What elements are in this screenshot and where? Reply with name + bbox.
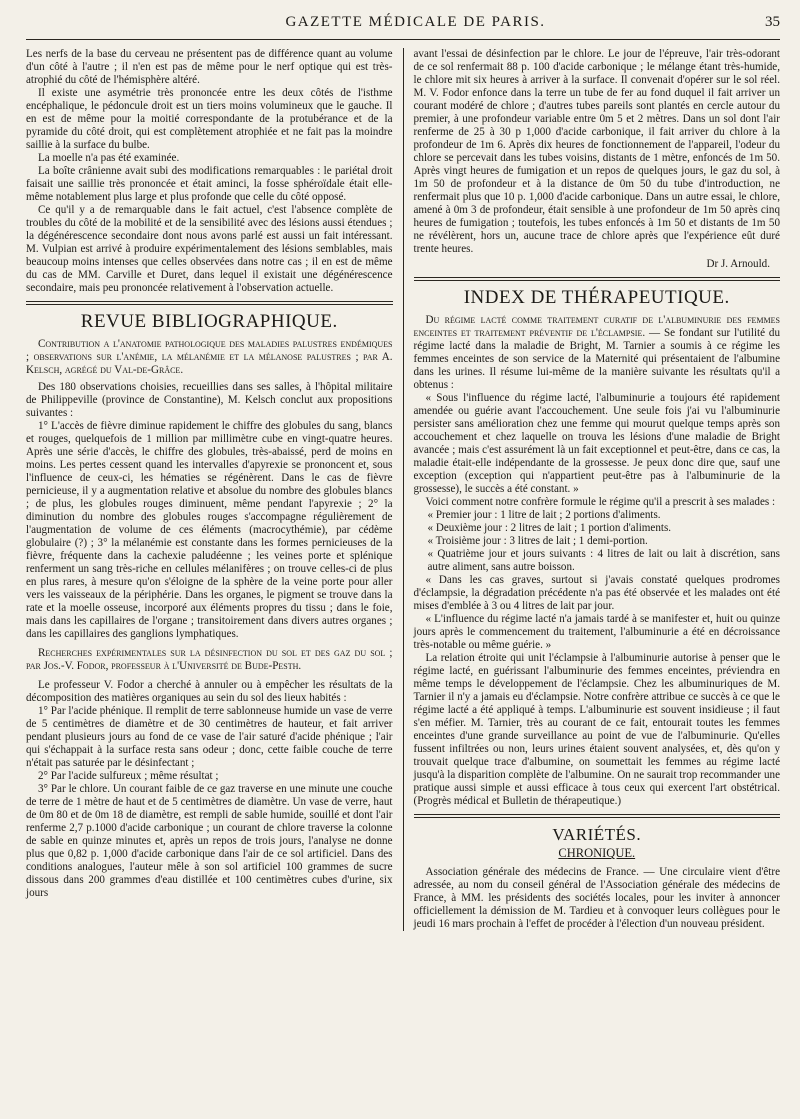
revue-title: REVUE BIBLIOGRAPHIQUE. — [80, 311, 338, 332]
article-heading: Recherches expérimentales sur la désinfection du sol et des gaz du sol ; par Jos.-V. Fodor, professeur à l'Université de Bude-Pesth. — [26, 647, 393, 672]
signature: Dr J. Arnould. — [706, 258, 770, 270]
article-para: 1° L'accès de fièvre diminue rapidement le chiffre des globules du sang, blancs et rouges, quelquefois de 1 million par millimètre cube en vingt-quatre heures. Après une série d'accès, le chiffre des globules, très-abaissé, perd de moins en moins. Les pertes cessent quand les intervalles d'apyrexie se prononcent et, sous l'influence de ceux-ci, les hématies se régénèrent. Dans le cas de fièvre pernicieuse, il y a augmentation relative et absolue du nombre des globules blancs ; de plus, les globules rouges diminuent, même pendant l'apyrexie ; 2° la diminution du nombre des globules rouges s'accompagne régulièrement de l'augmentation de volume de ces éléments (macrocythémie), par cédème globulaire (?) ; 3° la mélanémie est constante dans les formes pernicieuses de la fièvre, fréquente dans la cachexie paludéenne ; les veines porte et splénique renferment un sang très-riche en cellules mélanifères ; on trouve celles-ci de plus en plus rares, à mesure qu'on s'éloigne de la sphère de la veine porte pour aller vers les vaisseaux de la périphérie. Dans les organes, le pigment se trouve dans la rate et la moelle osseuse, incorporé aux éléments propres du tissu ; dans le foie, mais dans les capillaires de l'organe ; transitoirement dans divers autres organes ; dans les capillaires des ganglions lymphatiques. — [26, 420, 393, 640]
chronique-title: CHRONIQUE. — [558, 846, 636, 860]
left-column — [26, 48, 404, 931]
index-title: INDEX DE THÉRAPEUTIQUE. — [463, 287, 730, 308]
intro-para: La boîte crânienne avait subi des modifications remarquables : le pariétal droit faisait une saillie très prononcée et était aminci, la fosse sphéroïdale était elle-même notablement plus large et plus profonde que celle du côté opposé. — [26, 165, 393, 203]
columns — [26, 48, 780, 931]
index-intro-text: Se fondant sur l'utilité du régime lacté dans la maladie de Bright, M. Tarnier a soumis à ce régime les femmes enceintes de son service de la Maternité qui présentaient de l'albumine dans les urines. Il résume lui-même de la manière suivante les résultats qu'il a obtenus : — [413, 327, 780, 391]
journal-title: GAZETTE MÉDICALE DE PARIS. — [285, 14, 546, 30]
page-number: 35 — [765, 14, 780, 30]
section-divider — [414, 814, 781, 818]
formula-list — [414, 509, 781, 574]
quote-para: « L'influence du régime lacté n'a jamais tardé à se manifester et, huit ou quinze jours après le commencement du traitement, l'albuminurie a été en décroissance très-notable ou même guérie. » — [413, 613, 780, 651]
intro-para: La moelle n'a pas été examinée. — [38, 152, 180, 164]
article-para: Le professeur V. Fodor a cherché à annuler ou à empêcher les résultats de la décomposition des matières organiques au sein du sol des lieux habités : — [26, 679, 393, 704]
continued-para: avant l'essai de désinfection par le chlore. Le jour de l'épreuve, l'air très-odorant de ce sol renfermait 88 p. 100 d'acide carbonique ; le mélange étant très-humide, le chlore mit six heures à arriver à la surface. Il convenait d'opérer sur le sol réel. M. V. Fodor enfonce dans la terre un tube de fer au fond duquel il fait arriver un courant modéré de chlore ; d'autres tubes pareils sont plantés en cercle autour du premier, à une profondeur variable entre 0m 5 et 2 mètres. Dans un sol dont l'air renferme de 25 à 30 p 1,000 d'acide carbonique, il fait arriver du chlore à la profondeur de 1m 6. Après dix heures de fonctionnement de l'appareil, l'odeur du chlore se percevait dans les tubes voisins, distants de 1 mètre, enfoncés de 1m 50. Après vingt heures de fumigation et un repos de quelques jours, le gaz du sol, à 1m 50 de profondeur et à la distance de 0m 50 du tube d'introduction, ne renfermait plus que 10 p. 1,000 d'acide carbonique. Dans un autre essai, le chlore, amené à 0m 3 de profondeur, était sensible à une profondeur de 1m 50 après cinq heures de fumigation ; toutefois, les tubes enfoncés à 1m 50 et distants de 1m 50 ne révélèrent, hors un, aucune trace de chlore après que l'expérience eût duré trente heures. — [413, 48, 780, 255]
article-para: Des 180 observations choisies, recueillies dans ses salles, à l'hôpital militaire de Philippeville (province de Constantine), M. Kelsch conclut aux propositions suivantes : — [26, 381, 393, 419]
formula-intro: Voici comment notre confrère formule le régime qu'il a prescrit à ses malades : — [425, 496, 776, 508]
list-item: « Troisième jour : 3 litres de lait ; 1 demi-portion. — [427, 535, 648, 547]
index-quote: « Sous l'influence du régime lacté, l'albuminurie a toujours été rapidement amendée ou guérie avant l'accouchement. Une seule fois j'ai vu l'albuminurie persister sans amélioration chez une femme qui mourut quelque temps après son accouchement et chez laquelle on trouva les lésions d'une maladie de Bright avancée ; mais c'est assurément là un fait exceptionnel et peut-être, dans ce cas, la maladie était-elle indépendante de la grossesse. Je peux donc dire que, sauf une exception (exception qui n'appartient peut-être pas à l'albuminurie de la grossesse), le succès a été constant. » — [413, 392, 780, 495]
section-divider — [414, 277, 781, 281]
index-heading: Du régime lacté comme traitement curatif de l'albuminurie des femmes enceintes et traitement préventif de l'éclampsie. — [413, 314, 780, 339]
page-header — [26, 14, 780, 40]
article-para: 3° Par le chlore. Un courant faible de ce gaz traverse en une minute une couche de terre de 1 mètre de haut et de 5 centimètres de diamètre. Un vase de verre, haut de 0m 80 et de 0m 18 de diamètre, est rempli de sable humide, souillé et dont l'air renferme 2,7 p.1000 d'acide carbonique ; un courant de chlore traverse la colonne de sable en quinze minutes et, après un repos de trois jours, l'analyse ne donne plus que 0,82 p. 1,000 d'acide carbonique dans l'air de ce sol artificiel. Dans des conditions analogues, l'auteur mêle à son sol artificiel 100 grammes de sucre dissous dans 200 grammes d'eau distillée et 100 centimètres cubes d'urine, six jours — [26, 783, 393, 899]
index-intro: Du régime lacté comme traitement curatif de l'albuminurie des femmes enceintes et traitement préventif de l'éclampsie. — Se fondant sur l'utilité du régime lacté dans la maladie de Bright, M. Tarnier a soumis à ce régime les femmes enceintes de son service de la Maternité qui présentaient de l'albumine dans les urines. Il résume lui-même de la manière suivante les résultats qu'il a obtenus : — [413, 314, 780, 391]
right-column — [404, 48, 781, 931]
varietes-title: VARIÉTÉS. — [552, 825, 642, 844]
article-para: 2° Par l'acide sulfureux ; même résultat ; — [38, 770, 219, 782]
section-divider — [26, 301, 393, 305]
intro-para: Ce qu'il y a de remarquable dans le fait actuel, c'est l'absence complète de troubles du côté de la mobilité et de la sensibilité avec des lésions aussi étendues ; la dégénérescence secondaire dont nous avons parlé est aussi un fait intéressant. M. Vulpian est arrivé à produire expérimentalement des lésions semblables, mais beaucoup moins intenses que celles observées dans notre cas ; il en est de même du cas de MM. Carville et Duret, dans lequel il existait une dégénérescence secondaire, mais peu prononcée relativement à l'observation actuelle. — [26, 204, 393, 294]
list-item: « Deuxième jour : 2 litres de lait ; 1 portion d'aliments. — [427, 522, 672, 534]
list-item: « Quatrième jour et jours suivants : 4 litres de lait ou lait à discrétion, sans autre aliment, sans autre boisson. — [427, 548, 780, 573]
quote-para: « Dans les cas graves, surtout si j'avais constaté quelques prodromes d'éclampsie, la dégradation précédente n'a pas été observée et les malades ont été mises d'emblée à 3 ou 4 litres de lait par jour. — [413, 574, 780, 612]
list-item: « Premier jour : 1 litre de lait ; 2 portions d'aliments. — [427, 509, 661, 521]
article-heading: Contribution a l'anatomie pathologique des maladies palustres endémiques ; observations sur l'anémie, la mélanémie et la mélanose palustres ; par A. Kelsch, agrégé du Val-de-Grâce. — [26, 338, 393, 376]
chronique-para: Association générale des médecins de France. — Une circulaire vient d'être adressée, au nom du conseil général de l'Association générale des médecins de France, à MM. les présidents des sociétés locales, pour les inviter à annoncer officiellement la démission de M. Tardieu et à convoquer leurs collègues pour le jeudi 16 mars prochain à l'effet de procéder à l'élection d'un nouveau président. — [413, 866, 780, 930]
intro-para: Il existe une asymétrie très prononcée entre les deux côtés de l'isthme encéphalique, le pédoncule droit est un tiers moins volumineux que le gauche. Il en est de même pour la moitié correspondante de la protubérance et de la pyramide du côté droit, qui est complètement atrophiée et ne fait pas la moindre saillie à la surface du bulbe. — [26, 87, 393, 151]
conclusion-para: La relation étroite qui unit l'éclampsie à l'albuminurie autorise à penser que le régime lacté, en guérissant l'albuminurie des femmes enceintes, préviendra en même temps le développement de l'éclampsie. Chez les albuminuriques de M. Tarnier il n'y a jamais eu d'éclampsie. Notre confrère attribue ce succès à ce que le régime lacté a été appliqué à temps. L'albuminurie est souvent insidieuse ; il faut s'en méfier. M. Tarnier, très au courant de ce fait, entourait toutes les femmes enceintes d'une grande surveillance au point de vue de l'albuminurie. Qu'elles fussent infiltrées ou non, leurs urines étaient souvent analysées, et, dès qu'on y trouvait quelque trace d'albumine, on soumettait les femmes au régime lacté jusqu'à la disparition complète de l'albumine. On ne saurait trop recommander une pratique aussi simple et aussi efficace à tous ceux qui exercent l'art obstétrical. (Progrès médical et Bulletin de thérapeutique.) — [413, 652, 780, 807]
intro-para: Les nerfs de la base du cerveau ne présentent pas de différence quant au volume d'un côté à l'autre ; il n'en est pas de même pour le nerf optique qui est très-atrophié du côté de l'hémisphère altéré. — [26, 48, 393, 86]
article-para: 1° Par l'acide phénique. Il remplit de terre sablonneuse humide un vase de verre de 5 centimètres de diamètre et de 30 centimètres de hauteur, et fait arriver pendant plusieurs jours au fond de ce vase de l'air saturé d'acide phénique ; l'air qui s'échappait à la surface resta sans odeur ; donc, cette faible couche de terre n'était pas saturée par le désinfectant ; — [26, 705, 393, 769]
